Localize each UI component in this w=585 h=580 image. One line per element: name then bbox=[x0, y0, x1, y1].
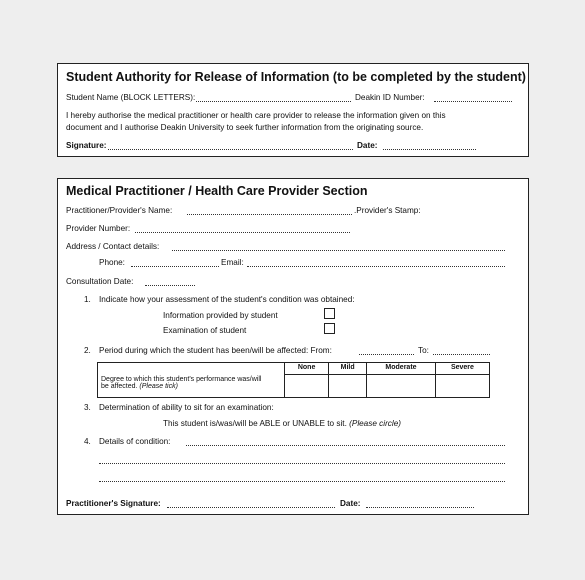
q3-statement-text: This student is/was/will be ABLE or UNABLE to sit. bbox=[163, 419, 347, 428]
deakin-id-field[interactable] bbox=[434, 101, 512, 102]
deakin-id-label: Deakin ID Number: bbox=[355, 93, 425, 102]
q2-to-label: To: bbox=[418, 346, 429, 355]
q1-option-examination-label: Examination of student bbox=[163, 326, 247, 335]
q4-number: 4. bbox=[84, 437, 91, 446]
q3-text: Determination of ability to sit for an examination: bbox=[99, 403, 274, 412]
severity-cell-mild[interactable] bbox=[329, 375, 367, 398]
student-authority-title: Student Authority for Release of Information (to be completed by the student) bbox=[66, 70, 526, 84]
severity-row-label bbox=[98, 375, 285, 398]
provider-number-field[interactable] bbox=[135, 232, 350, 233]
q4-details-line1[interactable] bbox=[186, 445, 505, 446]
q4-text: Details of condition: bbox=[99, 437, 171, 446]
severity-cell-moderate[interactable] bbox=[367, 375, 436, 398]
severity-table bbox=[97, 362, 490, 398]
practitioner-signature-label: Practitioner's Signature: bbox=[66, 499, 161, 508]
q1-option-examination-checkbox[interactable] bbox=[324, 323, 335, 334]
practitioner-signature-field[interactable] bbox=[167, 507, 335, 508]
q2-to-field[interactable] bbox=[433, 354, 490, 355]
severity-header-mild: Mild bbox=[329, 363, 367, 375]
consultation-date-label: Consultation Date: bbox=[66, 277, 134, 286]
phone-field[interactable] bbox=[131, 266, 219, 267]
address-field[interactable] bbox=[172, 250, 505, 251]
address-label: Address / Contact details: bbox=[66, 242, 160, 251]
student-signature-label: Signature: bbox=[66, 141, 107, 150]
q2-text: Period during which the student has been/will be affected: From: bbox=[99, 346, 332, 355]
q1-option-student-info-checkbox[interactable] bbox=[324, 308, 335, 319]
consultation-date-field[interactable] bbox=[145, 285, 195, 286]
severity-cell-severe[interactable] bbox=[435, 375, 489, 398]
q3-statement bbox=[163, 419, 401, 429]
practitioner-name-field[interactable] bbox=[187, 214, 352, 215]
q2-from-field[interactable] bbox=[359, 354, 414, 355]
severity-header-severe: Severe bbox=[435, 363, 489, 375]
severity-row-label-line1: Degree to which this student's performance was/will bbox=[101, 375, 262, 383]
student-name-label: Student Name (BLOCK LETTERS): bbox=[66, 93, 196, 102]
email-field[interactable] bbox=[247, 266, 505, 267]
student-name-field[interactable] bbox=[196, 101, 351, 102]
provider-number-label: Provider Number: bbox=[66, 224, 131, 233]
student-date-field[interactable] bbox=[383, 149, 476, 150]
email-label: Email: bbox=[221, 258, 244, 267]
practitioner-date-label: Date: bbox=[340, 499, 361, 508]
q1-number: 1. bbox=[84, 295, 91, 304]
phone-label: Phone: bbox=[99, 258, 125, 267]
q4-details-line3[interactable] bbox=[99, 481, 505, 482]
practitioner-date-field[interactable] bbox=[366, 507, 474, 508]
severity-cell-none[interactable] bbox=[285, 375, 329, 398]
practitioner-name-label: Practitioner/Provider's Name: bbox=[66, 206, 173, 215]
practitioner-section-title: Medical Practitioner / Health Care Provider Section bbox=[66, 184, 368, 198]
provider-stamp-label: .Provider's Stamp: bbox=[354, 206, 421, 215]
q2-number: 2. bbox=[84, 346, 91, 355]
authority-statement-line2: document and I authorise Deakin University to seek further information from the originating source. bbox=[66, 123, 424, 132]
q4-details-line2[interactable] bbox=[99, 463, 505, 464]
q1-option-student-info-label: Information provided by student bbox=[163, 311, 278, 320]
severity-header-moderate: Moderate bbox=[367, 363, 436, 375]
q1-text: Indicate how your assessment of the student's condition was obtained: bbox=[99, 295, 355, 304]
q3-statement-note: (Please circle) bbox=[349, 419, 401, 428]
q3-number: 3. bbox=[84, 403, 91, 412]
severity-row-label-line2: be affected. bbox=[101, 382, 138, 390]
student-signature-field[interactable] bbox=[108, 149, 353, 150]
student-date-label: Date: bbox=[357, 141, 378, 150]
authority-statement-line1: I hereby authorise the medical practitioner or health care provider to release the information given on this bbox=[66, 111, 446, 120]
severity-header-none: None bbox=[285, 363, 329, 375]
severity-row-label-note: (Please tick) bbox=[139, 382, 178, 390]
